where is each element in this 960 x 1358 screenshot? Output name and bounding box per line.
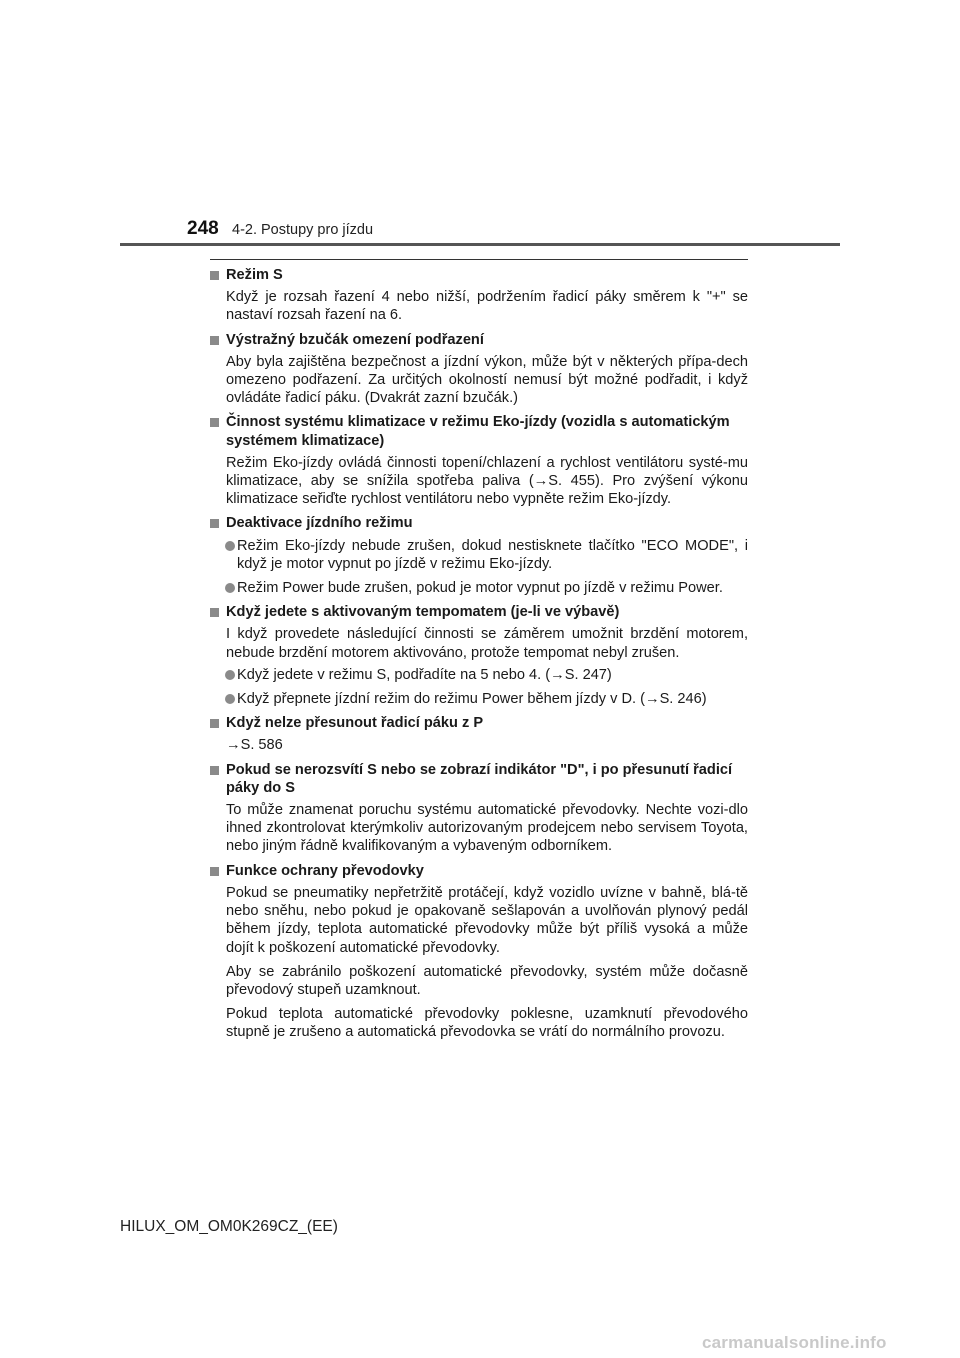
section-heading-text: Když nelze přesunout řadicí páku z P (226, 715, 484, 732)
square-bullet-icon (210, 271, 219, 280)
watermark: carmanualsonline.info (702, 1333, 887, 1352)
page-number: 248 (187, 218, 219, 239)
section-heading (210, 714, 748, 732)
section-heading (210, 603, 748, 621)
section-heading (210, 413, 748, 449)
section-heading (210, 862, 748, 880)
paragraph: Aby se zabránilo poškození automatické převodovky, systém může dočasně převodový stupeň uzamknout. (226, 963, 748, 998)
paragraph: →S. 586 (226, 737, 283, 754)
page-header (0, 0, 960, 260)
square-bullet-icon (210, 519, 219, 528)
square-bullet-icon (210, 766, 219, 775)
section-item (210, 862, 748, 1042)
section-item (210, 514, 748, 597)
square-bullet-icon (210, 418, 219, 427)
section-heading-text: Deaktivace jízdního režimu (226, 515, 413, 532)
square-bullet-icon (210, 867, 219, 876)
bullet-text: Když přepnete jízdní režim do režimu Power během jízdy v D. (→S. 246) (237, 691, 707, 708)
section-title: 4-2. Postupy pro jízdu (232, 222, 374, 238)
bullet-text: Režim Power bude zrušen, pokud je motor vypnut po jízdě v režimu Power. (237, 580, 723, 597)
bullet-item (210, 690, 748, 708)
square-bullet-icon (210, 608, 219, 617)
paragraph: I když provedete následující činnosti se záměrem umožnit brzdění motorem, nebude brzdění motorem aktivováno, protože tempomat nebyl zrušen. (226, 626, 748, 661)
bullet-item (210, 537, 748, 573)
section-heading (210, 761, 748, 797)
content-body (210, 266, 748, 1048)
round-bullet-icon (225, 670, 235, 680)
paragraph: To může znamenat poruchu systému automatické převodovky. Nechte vozi-dlo ihned zkontrolovat kterýmkoliv autorizovaným prodejcem nebo servisem Toyota, nebo jiným řádně kvalifikovaným a vybaveným odborníkem. (226, 802, 748, 855)
section-heading (210, 331, 748, 349)
paragraph: Když je rozsah řazení 4 nebo nižší, podržením řadicí páky směrem k "+" se nastaví rozsah řazení na 6. (226, 289, 748, 324)
section-heading-text: Režim S (226, 267, 283, 283)
content-divider (210, 259, 748, 260)
section-heading-text: Činnost systému klimatizace v režimu Eko-jízdy (vozidla s automatickým systémem klimatizace) (226, 414, 730, 449)
bullet-text: Když jedete v režimu S, podřadíte na 5 nebo 4. (→S. 247) (237, 666, 612, 683)
round-bullet-icon (225, 541, 235, 551)
section-heading-text: Pokud se nerozsvítí S nebo se zobrazí indikátor "D", i po přesunutí řadicí páky do S (226, 761, 733, 796)
section-heading-text: Funkce ochrany převodovky (226, 862, 424, 879)
bullet-text: Režim Eko-jízdy nebude zrušen, dokud nestisknete tlačítko "ECO MODE", i když je motor vypnut po jízdě v režimu Eko-jízdy. (237, 537, 748, 572)
section-item (210, 331, 748, 408)
section-item (210, 714, 748, 754)
round-bullet-icon (225, 583, 235, 593)
bullet-item (210, 666, 748, 684)
square-bullet-icon (210, 336, 219, 345)
section-item (210, 413, 748, 508)
paragraph: Aby byla zajištěna bezpečnost a jízdní výkon, může být v některých přípa-dech omezeno podřazení. Za určitých okolností nemusí být možné podřadit, i když ovládáte řadicí páku. (Dvakrát zazní bzučák.) (226, 353, 748, 407)
bullet-item (210, 579, 748, 597)
section-heading (210, 266, 748, 284)
section-item (210, 761, 748, 856)
document-code: HILUX_OM_OM0K269CZ_(EE) (120, 1218, 338, 1235)
paragraph: Režim Eko-jízdy ovládá činnosti topení/chlazení a rychlost ventilátoru systé-mu klimatizace, aby se snížila spotřeba paliva (→S. 455). Pro zvýšení výkonu klimatizace seřiďte rychlost ventilátoru nebo vypněte režim Eko-jízdy. (226, 454, 748, 508)
square-bullet-icon (210, 719, 219, 728)
paragraph: Pokud se pneumatiky nepřetržitě protáčejí, když vozidlo uvízne v bahně, blá-tě nebo sněhu, nebo pokud je opakovaně sešlapován a uvolňován plynový pedál během jízdy, teplota automatické převodovky může být příliš vysoká a může dojít k poškození automatické převodovky. (226, 884, 748, 956)
round-bullet-icon (225, 694, 235, 704)
section-heading (210, 514, 748, 532)
section-heading-text: Výstražný bzučák omezení podřazení (226, 331, 484, 348)
section-item (210, 603, 748, 708)
paragraph: Pokud teplota automatické převodovky poklesne, uzamknutí převodového stupně je zrušeno a automatická převodovka se vrátí do normálního provozu. (226, 1006, 748, 1041)
section-heading-text: Když jedete s aktivovaným tempomatem (je-li ve výbavě) (226, 604, 620, 621)
section-item (210, 266, 748, 325)
header-divider (120, 243, 840, 246)
